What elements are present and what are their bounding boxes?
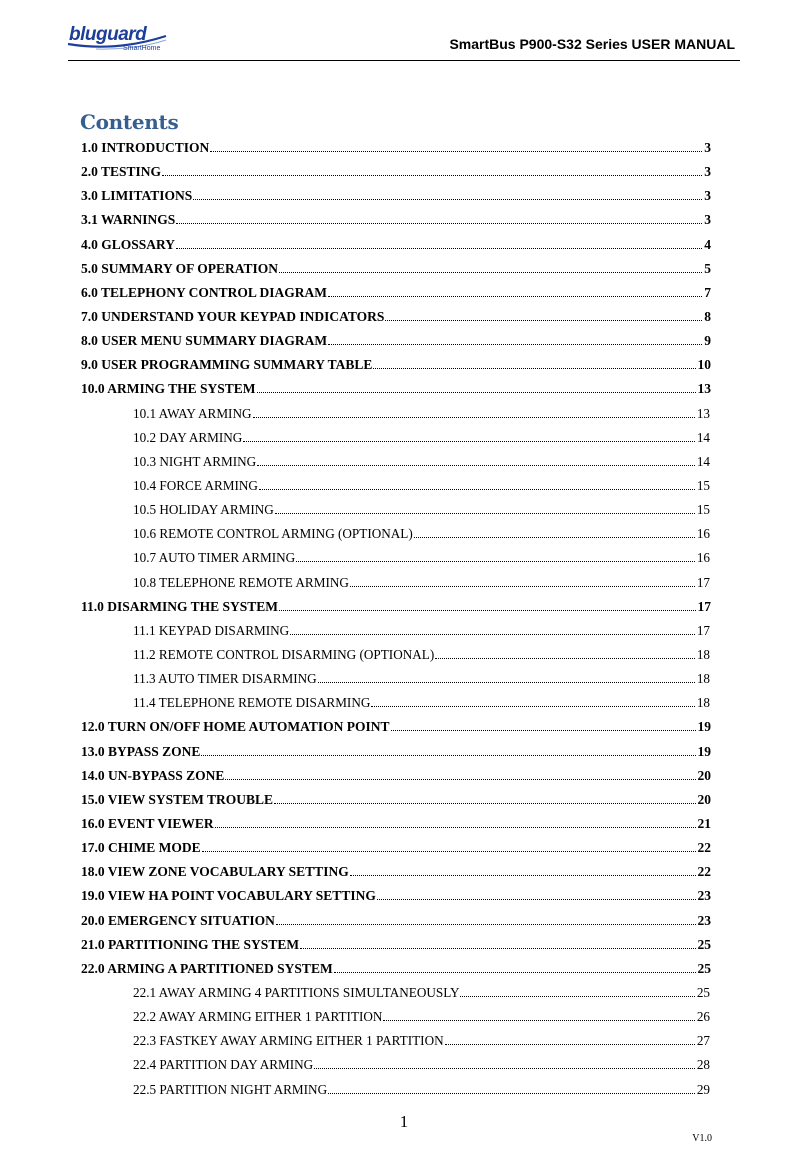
toc-entry[interactable] <box>0 715 808 739</box>
toc-entry-page: 20 <box>697 791 711 807</box>
toc-leader-dots <box>445 1044 695 1045</box>
toc-leader-dots <box>257 392 696 393</box>
toc-leader-dots <box>328 344 702 345</box>
toc-entry-page: 17 <box>696 622 710 638</box>
brand-logo <box>66 22 170 56</box>
toc-leader-dots <box>371 706 694 707</box>
toc-entry[interactable] <box>0 257 808 281</box>
toc-entry[interactable] <box>0 522 808 546</box>
toc-entry[interactable] <box>0 957 808 981</box>
manual-title: SmartBus P900-S32 Series USER MANUAL <box>449 36 735 52</box>
toc-entry-page: 25 <box>697 936 711 952</box>
table-of-contents <box>0 136 808 1102</box>
toc-entry[interactable] <box>0 619 808 643</box>
page-number: 1 <box>399 1112 409 1131</box>
toc-entry-page: 8 <box>704 309 711 325</box>
toc-entry-label: 22.5 PARTITION NIGHT ARMING <box>133 1081 328 1097</box>
toc-entry[interactable] <box>0 933 808 957</box>
toc-leader-dots <box>300 948 695 949</box>
toc-entry-page: 16 <box>696 550 710 566</box>
toc-entry-label: 3.1 WARNINGS <box>81 212 176 228</box>
toc-leader-dots <box>334 972 696 973</box>
toc-entry[interactable] <box>0 136 808 160</box>
toc-entry[interactable] <box>0 740 808 764</box>
toc-leader-dots <box>314 1068 695 1069</box>
header-divider <box>68 60 740 61</box>
toc-leader-dots <box>279 272 702 273</box>
toc-entry-label: 3.0 LIMITATIONS <box>81 188 193 204</box>
toc-entry-page: 21 <box>697 816 711 831</box>
toc-entry[interactable] <box>0 571 808 595</box>
toc-leader-dots <box>274 803 695 804</box>
toc-entry[interactable] <box>0 281 808 305</box>
toc-entry[interactable] <box>0 1029 808 1053</box>
toc-entry-label: 10.7 AUTO TIMER ARMING <box>133 550 296 566</box>
toc-leader-dots <box>318 682 695 683</box>
toc-entry[interactable] <box>0 208 808 232</box>
toc-entry-label: 1.0 INTRODUCTION <box>81 140 210 156</box>
toc-entry-page: 15 <box>696 502 710 518</box>
toc-leader-dots <box>257 465 695 466</box>
toc-entry-label: 12.0 TURN ON/OFF HOME AUTOMATION POINT <box>81 719 390 735</box>
toc-entry-label: 10.1 AWAY ARMING <box>133 405 252 421</box>
toc-entry-page: 22 <box>697 864 711 880</box>
toc-entry[interactable] <box>0 981 808 1005</box>
toc-leader-dots <box>328 296 702 297</box>
toc-leader-dots <box>377 899 696 900</box>
toc-leader-dots <box>243 441 695 442</box>
toc-entry-label: 10.2 DAY ARMING <box>133 429 243 445</box>
toc-entry-label: 22.0 ARMING A PARTITIONED SYSTEM <box>81 960 333 976</box>
toc-leader-dots <box>225 779 695 780</box>
toc-entry-label: 10.0 ARMING THE SYSTEM <box>81 381 256 397</box>
toc-leader-dots <box>210 151 702 152</box>
logo-subtext: SmartHome <box>123 45 161 52</box>
toc-entry-page: 17 <box>697 598 711 614</box>
toc-entry-page: 20 <box>697 767 711 783</box>
toc-leader-dots <box>350 586 695 587</box>
toc-leader-dots <box>383 1020 694 1021</box>
toc-entry-label: 22.4 PARTITION DAY ARMING <box>133 1057 314 1073</box>
toc-leader-dots <box>460 996 694 997</box>
toc-entry-page: 13 <box>697 381 711 397</box>
toc-entry-label: 10.8 TELEPHONE REMOTE ARMING <box>133 574 349 590</box>
toc-entry-label: 10.3 NIGHT ARMING <box>133 453 257 469</box>
toc-leader-dots <box>162 175 702 176</box>
toc-entry-page: 25 <box>697 960 711 976</box>
toc-entry-label: 16.0 EVENT VIEWER <box>81 816 214 831</box>
toc-entry-page: 18 <box>696 695 710 711</box>
toc-entry-label: 6.0 TELEPHONY CONTROL DIAGRAM <box>81 284 328 300</box>
toc-entry-page: 18 <box>696 647 710 663</box>
toc-entry[interactable] <box>0 860 808 884</box>
toc-entry-page: 25 <box>696 984 710 1000</box>
toc-entry[interactable] <box>0 836 808 860</box>
version-label: V1.0 <box>692 1133 712 1144</box>
toc-entry-page: 23 <box>697 888 711 904</box>
toc-entry-page: 13 <box>696 405 710 421</box>
toc-leader-dots <box>215 827 696 828</box>
toc-entry-page: 9 <box>704 333 711 349</box>
toc-entry-label: 15.0 VIEW SYSTEM TROUBLE <box>81 791 274 807</box>
toc-entry[interactable] <box>0 764 808 788</box>
toc-entry[interactable] <box>0 233 808 257</box>
toc-entry-label: 11.3 AUTO TIMER DISARMING <box>133 671 317 687</box>
toc-entry-page: 14 <box>696 453 710 469</box>
toc-entry-label: 11.2 REMOTE CONTROL DISARMING (OPTIONAL) <box>133 647 435 663</box>
toc-leader-dots <box>373 368 695 369</box>
toc-entry-page: 23 <box>697 912 711 928</box>
toc-entry[interactable] <box>0 305 808 329</box>
toc-entry-page: 28 <box>696 1057 710 1073</box>
toc-entry[interactable] <box>0 329 808 353</box>
toc-entry[interactable] <box>0 884 808 908</box>
toc-leader-dots <box>435 658 695 659</box>
toc-entry-label: 4.0 GLOSSARY <box>81 236 176 252</box>
toc-entry-label: 13.0 BYPASS ZONE <box>81 743 201 759</box>
toc-leader-dots <box>279 610 695 611</box>
contents-heading: Contents <box>80 110 179 134</box>
toc-entry[interactable] <box>0 353 808 377</box>
toc-entry-page: 16 <box>696 526 710 542</box>
toc-leader-dots <box>290 634 695 635</box>
toc-entry[interactable] <box>0 595 808 619</box>
toc-entry[interactable] <box>0 160 808 184</box>
toc-entry[interactable] <box>0 812 808 836</box>
toc-entry-page: 5 <box>704 260 711 276</box>
toc-entry-label: 11.0 DISARMING THE SYSTEM <box>81 598 279 614</box>
toc-entry-label: 11.1 KEYPAD DISARMING <box>133 622 290 638</box>
toc-entry[interactable] <box>0 667 808 691</box>
toc-entry-label: 17.0 CHIME MODE <box>81 840 201 856</box>
toc-entry-page: 14 <box>696 429 710 445</box>
toc-entry-page: 3 <box>704 140 711 156</box>
toc-entry-page: 3 <box>704 164 711 180</box>
toc-entry-page: 22 <box>697 840 711 856</box>
toc-entry[interactable] <box>0 643 808 667</box>
toc-entry-label: 22.3 FASTKEY AWAY ARMING EITHER 1 PARTITION <box>133 1033 444 1049</box>
toc-leader-dots <box>253 417 695 418</box>
toc-entry[interactable] <box>0 450 808 474</box>
toc-entry-label: 11.4 TELEPHONE REMOTE DISARMING <box>133 695 371 711</box>
toc-entry-page: 27 <box>696 1033 710 1049</box>
toc-entry[interactable] <box>0 788 808 812</box>
toc-leader-dots <box>275 513 695 514</box>
toc-leader-dots <box>276 924 696 925</box>
toc-entry-page: 4 <box>704 236 711 252</box>
toc-entry[interactable] <box>0 426 808 450</box>
toc-entry[interactable] <box>0 691 808 715</box>
toc-entry-label: 20.0 EMERGENCY SITUATION <box>81 912 275 928</box>
toc-entry-page: 3 <box>704 212 711 228</box>
toc-entry-label: 8.0 USER MENU SUMMARY DIAGRAM <box>81 333 328 349</box>
toc-entry-label: 22.2 AWAY ARMING EITHER 1 PARTITION <box>133 1009 383 1025</box>
toc-entry-label: 10.5 HOLIDAY ARMING <box>133 502 274 518</box>
toc-entry-page: 19 <box>697 743 711 759</box>
toc-entry-label: 18.0 VIEW ZONE VOCABULARY SETTING <box>81 864 349 880</box>
toc-entry-label: 14.0 UN-BYPASS ZONE <box>81 767 225 783</box>
toc-leader-dots <box>193 199 702 200</box>
toc-entry-label: 10.6 REMOTE CONTROL ARMING (OPTIONAL) <box>133 526 413 542</box>
toc-entry-page: 29 <box>696 1081 710 1097</box>
toc-entry-page: 15 <box>696 478 710 494</box>
toc-leader-dots <box>385 320 702 321</box>
toc-entry-label: 2.0 TESTING <box>81 164 162 180</box>
toc-entry-page: 18 <box>696 671 710 687</box>
toc-entry-page: 10 <box>697 357 711 373</box>
toc-entry-page: 3 <box>704 188 711 204</box>
toc-entry-label: 7.0 UNDERSTAND YOUR KEYPAD INDICATORS <box>81 309 385 325</box>
toc-entry[interactable] <box>0 909 808 933</box>
toc-leader-dots <box>328 1093 695 1094</box>
toc-leader-dots <box>176 223 702 224</box>
toc-entry-label: 10.4 FORCE ARMING <box>133 478 258 494</box>
toc-leader-dots <box>201 755 695 756</box>
toc-leader-dots <box>202 851 696 852</box>
toc-entry[interactable] <box>0 546 808 570</box>
toc-entry[interactable] <box>0 1077 808 1101</box>
toc-leader-dots <box>391 730 696 731</box>
toc-entry-label: 19.0 VIEW HA POINT VOCABULARY SETTING <box>81 888 376 904</box>
toc-leader-dots <box>296 561 695 562</box>
toc-entry-page: 7 <box>704 284 711 300</box>
toc-entry[interactable] <box>0 1005 808 1029</box>
toc-entry[interactable] <box>0 498 808 522</box>
toc-entry[interactable] <box>0 1053 808 1077</box>
toc-entry-label: 9.0 USER PROGRAMMING SUMMARY TABLE <box>81 357 373 373</box>
toc-entry-page: 26 <box>696 1009 710 1025</box>
toc-entry[interactable] <box>0 377 808 401</box>
toc-leader-dots <box>350 875 696 876</box>
toc-entry[interactable] <box>0 184 808 208</box>
toc-entry[interactable] <box>0 474 808 498</box>
toc-entry-page: 19 <box>697 719 711 735</box>
toc-leader-dots <box>414 537 695 538</box>
toc-entry-label: 21.0 PARTITIONING THE SYSTEM <box>81 936 300 952</box>
toc-leader-dots <box>176 248 702 249</box>
logo-text: bluguard <box>69 24 147 45</box>
toc-entry-label: 5.0 SUMMARY OF OPERATION <box>81 260 279 276</box>
toc-entry[interactable] <box>0 402 808 426</box>
toc-entry-label: 22.1 AWAY ARMING 4 PARTITIONS SIMULTANEOUSLY <box>133 984 460 1000</box>
toc-entry-page: 17 <box>696 574 710 590</box>
toc-leader-dots <box>259 489 695 490</box>
